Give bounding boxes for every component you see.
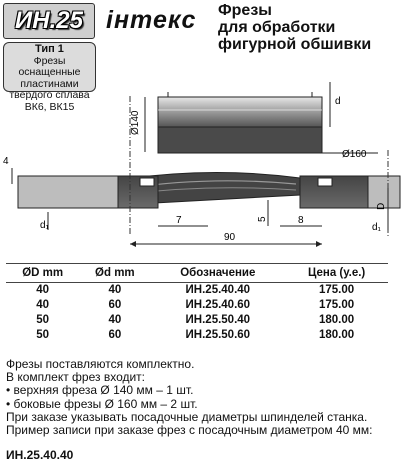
note-line: • верхняя фреза Ø 140 мм – 1 шт. (6, 383, 194, 398)
page-title (218, 2, 371, 53)
table-header-row (6, 264, 388, 283)
right-side-cutter (300, 176, 368, 208)
base-plate-left (18, 176, 118, 208)
cell-price: 175.00 (319, 299, 355, 311)
table-row (6, 283, 388, 299)
cell-designation: ИН.25.40.60 (185, 299, 251, 311)
cell-d: 60 (108, 299, 122, 311)
note-line: В комплект фрез входит: (6, 370, 146, 385)
col-header-D: ØD mm (6, 264, 79, 283)
table-row (6, 328, 388, 343)
title-line: для обработки (218, 19, 336, 36)
cell-designation: ИН.25.50.60 (185, 329, 251, 341)
cell-D: 50 (36, 314, 50, 326)
note-line: Фрезы поставляются комплектно. (6, 357, 195, 371)
brand-logo: інтекс (106, 6, 197, 34)
cell-D: 50 (36, 329, 50, 341)
upper-cutter-shank (158, 127, 322, 153)
col-header-d: Ød mm (79, 264, 150, 283)
cell-designation: ИН.25.40.40 (185, 284, 251, 296)
dim-d140: Ø140 (130, 110, 141, 135)
cell-price: 180.00 (319, 314, 355, 326)
cell-d: 60 (108, 329, 122, 341)
dim-d1-right: d₁ (372, 222, 381, 233)
dim-90: 90 (224, 232, 236, 243)
note-line: Пример записи при заказе фрез с посадочным диаметром 40 мм: (6, 423, 373, 438)
dim-8: 8 (298, 215, 304, 226)
type-line: Фрезы оснащенные (18, 54, 81, 78)
cell-D: 40 (36, 299, 50, 311)
cell-d: 40 (108, 314, 122, 326)
dim-d-top: d (335, 96, 341, 107)
product-code-badge (3, 3, 95, 39)
dim-5: 5 (257, 216, 268, 222)
dim-D-right: D (376, 202, 387, 210)
spec-table (6, 263, 388, 343)
type-line: твердого сплава (9, 89, 90, 101)
title-line: фигурной обшивки (218, 36, 372, 53)
table-row (6, 313, 388, 328)
col-header-designation: Обозначение (150, 264, 285, 283)
note-line: При заказе указывать посадочные диаметры шпинделей станка. (6, 409, 368, 424)
dim-d1-left: d₁ (40, 220, 49, 231)
cell-d: 40 (108, 284, 122, 296)
title-line: Фрезы (218, 2, 272, 19)
type-title: Тип 1 (35, 43, 64, 55)
cell-D: 40 (36, 284, 50, 296)
upper-cutter-body (158, 97, 322, 127)
dim-4: 4 (3, 156, 9, 167)
product-code: ИН.25 (15, 7, 83, 34)
order-example: ИН.25.40.40 (6, 448, 74, 462)
notes-block (6, 358, 372, 437)
type-line: пластинами (20, 77, 79, 90)
note-line: • боковые фрезы Ø 160 мм – 2 шт. (6, 396, 198, 411)
dim-d160: Ø160 (342, 149, 367, 160)
cell-designation: ИН.25.50.40 (185, 314, 251, 326)
cell-price: 180.00 (319, 329, 355, 341)
dim-7: 7 (176, 215, 182, 226)
technical-drawing (0, 77, 401, 260)
col-header-price: Цена (у.е.) (285, 264, 388, 283)
table-row (6, 298, 388, 313)
cell-price: 175.00 (319, 284, 355, 296)
type-line: ВК6, ВК15 (24, 100, 75, 113)
